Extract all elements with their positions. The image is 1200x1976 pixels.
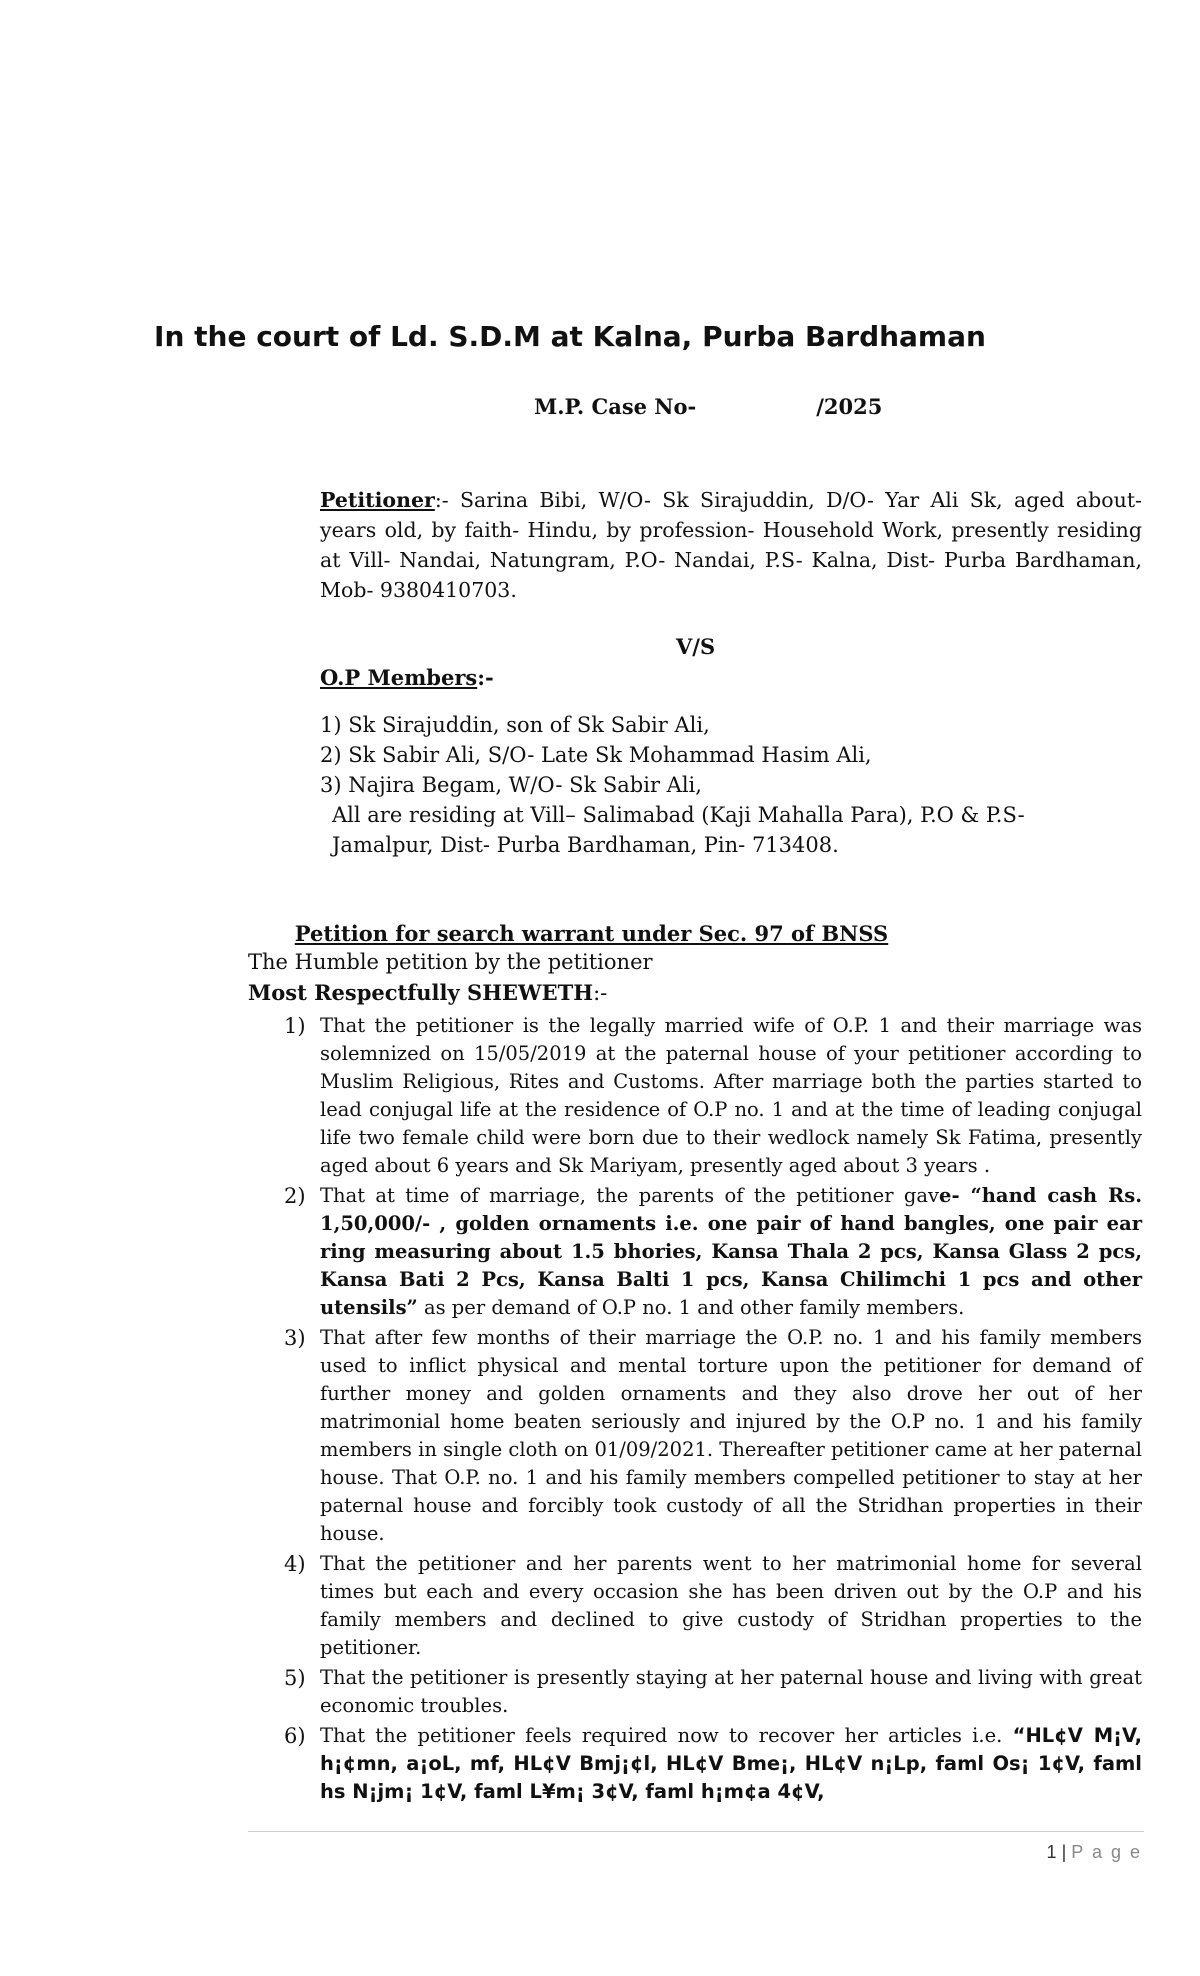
- point-text: That the petitioner and her parents went to her matrimonial home for several times but each and every occasion she has been driven out by the O.P and his family members and declined to give custody of Stridhan properties to the petitioner.: [320, 1552, 1142, 1659]
- petition-title: Petition for search warrant under Sec. 97 of BNSS: [294, 921, 889, 946]
- petition-points: [0, 1012, 1200, 1808]
- footer-separator: |: [1061, 1842, 1067, 1862]
- page-footer: [1047, 1842, 1142, 1863]
- case-number-year: /2025: [816, 394, 883, 419]
- op-members-label: O.P Members: [320, 665, 478, 690]
- petition-point: [0, 1324, 1200, 1548]
- petitioner-label: Petitioner: [320, 488, 435, 512]
- case-number-label: M.P. Case No-: [534, 394, 697, 419]
- op-members-heading: [320, 665, 494, 690]
- sheweth-heading: [248, 980, 607, 1005]
- page-number: 1: [1046, 1842, 1057, 1862]
- sheweth-suffix: :-: [593, 981, 608, 1005]
- petitioner-paragraph: [320, 485, 1142, 605]
- op-member-item: 2) Sk Sabir Ali, S/O- Late Sk Mohammad Hasim Ali,: [320, 743, 872, 767]
- petition-point: [0, 1012, 1200, 1180]
- court-title: In the court of Ld. S.D.M at Kalna, Purba Bardhaman: [154, 320, 986, 353]
- point-text-part: That the petitioner feels required now to recover her articles i.e.: [320, 1724, 1013, 1747]
- case-number: [534, 394, 882, 419]
- petition-point: [0, 1664, 1200, 1720]
- point-text: [320, 1722, 1142, 1806]
- point-number: 6): [284, 1724, 306, 1748]
- op-members-suffix: :-: [477, 665, 494, 690]
- petition-point: [0, 1550, 1200, 1662]
- point-number: 5): [284, 1666, 306, 1690]
- op-address-line: Jamalpur, Dist- Purba Bardhaman, Pin- 713408.: [332, 833, 839, 857]
- op-member-item: 1) Sk Sirajuddin, son of Sk Sabir Ali,: [320, 713, 710, 737]
- point-number: 4): [284, 1552, 306, 1576]
- footer-divider: [248, 1831, 1144, 1832]
- op-member-item: 3) Najira Begam, W/O- Sk Sabir Ali,: [320, 773, 702, 797]
- point-text-bold: e- “hand cash Rs. 1,50,000/- , golden ornaments i.e. one pair of hand bangles, one pair ear ring measuring about 1.5 bhories, Kansa Thala 2 pcs, Kansa Glass 2 pcs, Kansa Bati 2 Pcs, Kansa Balti 1 pcs, Kansa Chilimchi 1 pcs and other utensils”: [320, 1184, 1142, 1319]
- point-text: [320, 1182, 1142, 1322]
- petitioner-details: :- Sarina Bibi, W/O- Sk Sirajuddin, D/O- Yar Ali Sk, aged about- years old, by faith- Hindu, by profession- Household Work, presently residing at Vill- Nandai, Natungram, P.O- Nandai, P.S- Kalna, Dist- Purba Bardhaman, Mob- 9380410703.: [320, 488, 1142, 602]
- humble-petition-line: The Humble petition by the petitioner: [248, 950, 653, 974]
- point-number: 3): [284, 1326, 306, 1350]
- point-text-bold: “HL¢V M¡V, h¡¢mn, a¡oL, mf, HL¢V Bmj¡¢l, HL¢V Bme¡, HL¢V n¡Lp, faml Os¡ 1¢V, faml hs N¡jm¡ 1¢V, faml L¥m¡ 3¢V, faml h¡m¢a 4¢V,: [320, 1724, 1142, 1803]
- op-address-line: All are residing at Vill– Salimabad (Kaji Mahalla Para), P.O & P.S-: [332, 803, 1025, 827]
- petition-point: [0, 1182, 1200, 1322]
- petition-point: [0, 1722, 1200, 1806]
- page-word: P a g e: [1071, 1842, 1142, 1862]
- op-members-list: [320, 710, 1160, 860]
- point-text: That the petitioner is the legally married wife of O.P. 1 and their marriage was solemnized on 15/05/2019 at the paternal house of your petitioner according to Muslim Religious, Rites and Customs. After marriage both the parties started to lead conjugal life at the residence of O.P no. 1 and at the time of leading conjugal life two female child were born due to their wedlock namely Sk Fatima, presently aged about 6 years and Sk Mariyam, presently aged about 3 years .: [320, 1014, 1142, 1177]
- point-text: That after few months of their marriage the O.P. no. 1 and his family members used to inflict physical and mental torture upon the petitioner for demand of further money and golden ornaments and they also drove her out of her matrimonial home beaten seriously and injured by the O.P no. 1 and his family members in single cloth on 01/09/2021. Thereafter petitioner came at her paternal house. That O.P. no. 1 and his family members compelled petitioner to stay at her paternal house and forcibly took custody of all the Stridhan properties in their house.: [320, 1326, 1142, 1545]
- point-number: 1): [284, 1014, 306, 1038]
- point-number: 2): [284, 1184, 306, 1208]
- point-text-part: That at time of marriage, the parents of the petitioner gav: [320, 1184, 940, 1207]
- point-text-part: as per demand of O.P no. 1 and other family members.: [417, 1296, 965, 1319]
- sheweth-label: Most Respectfully SHEWETH: [248, 980, 594, 1005]
- versus-label: V/S: [676, 634, 716, 659]
- point-text: That the petitioner is presently staying at her paternal house and living with great economic troubles.: [320, 1666, 1142, 1717]
